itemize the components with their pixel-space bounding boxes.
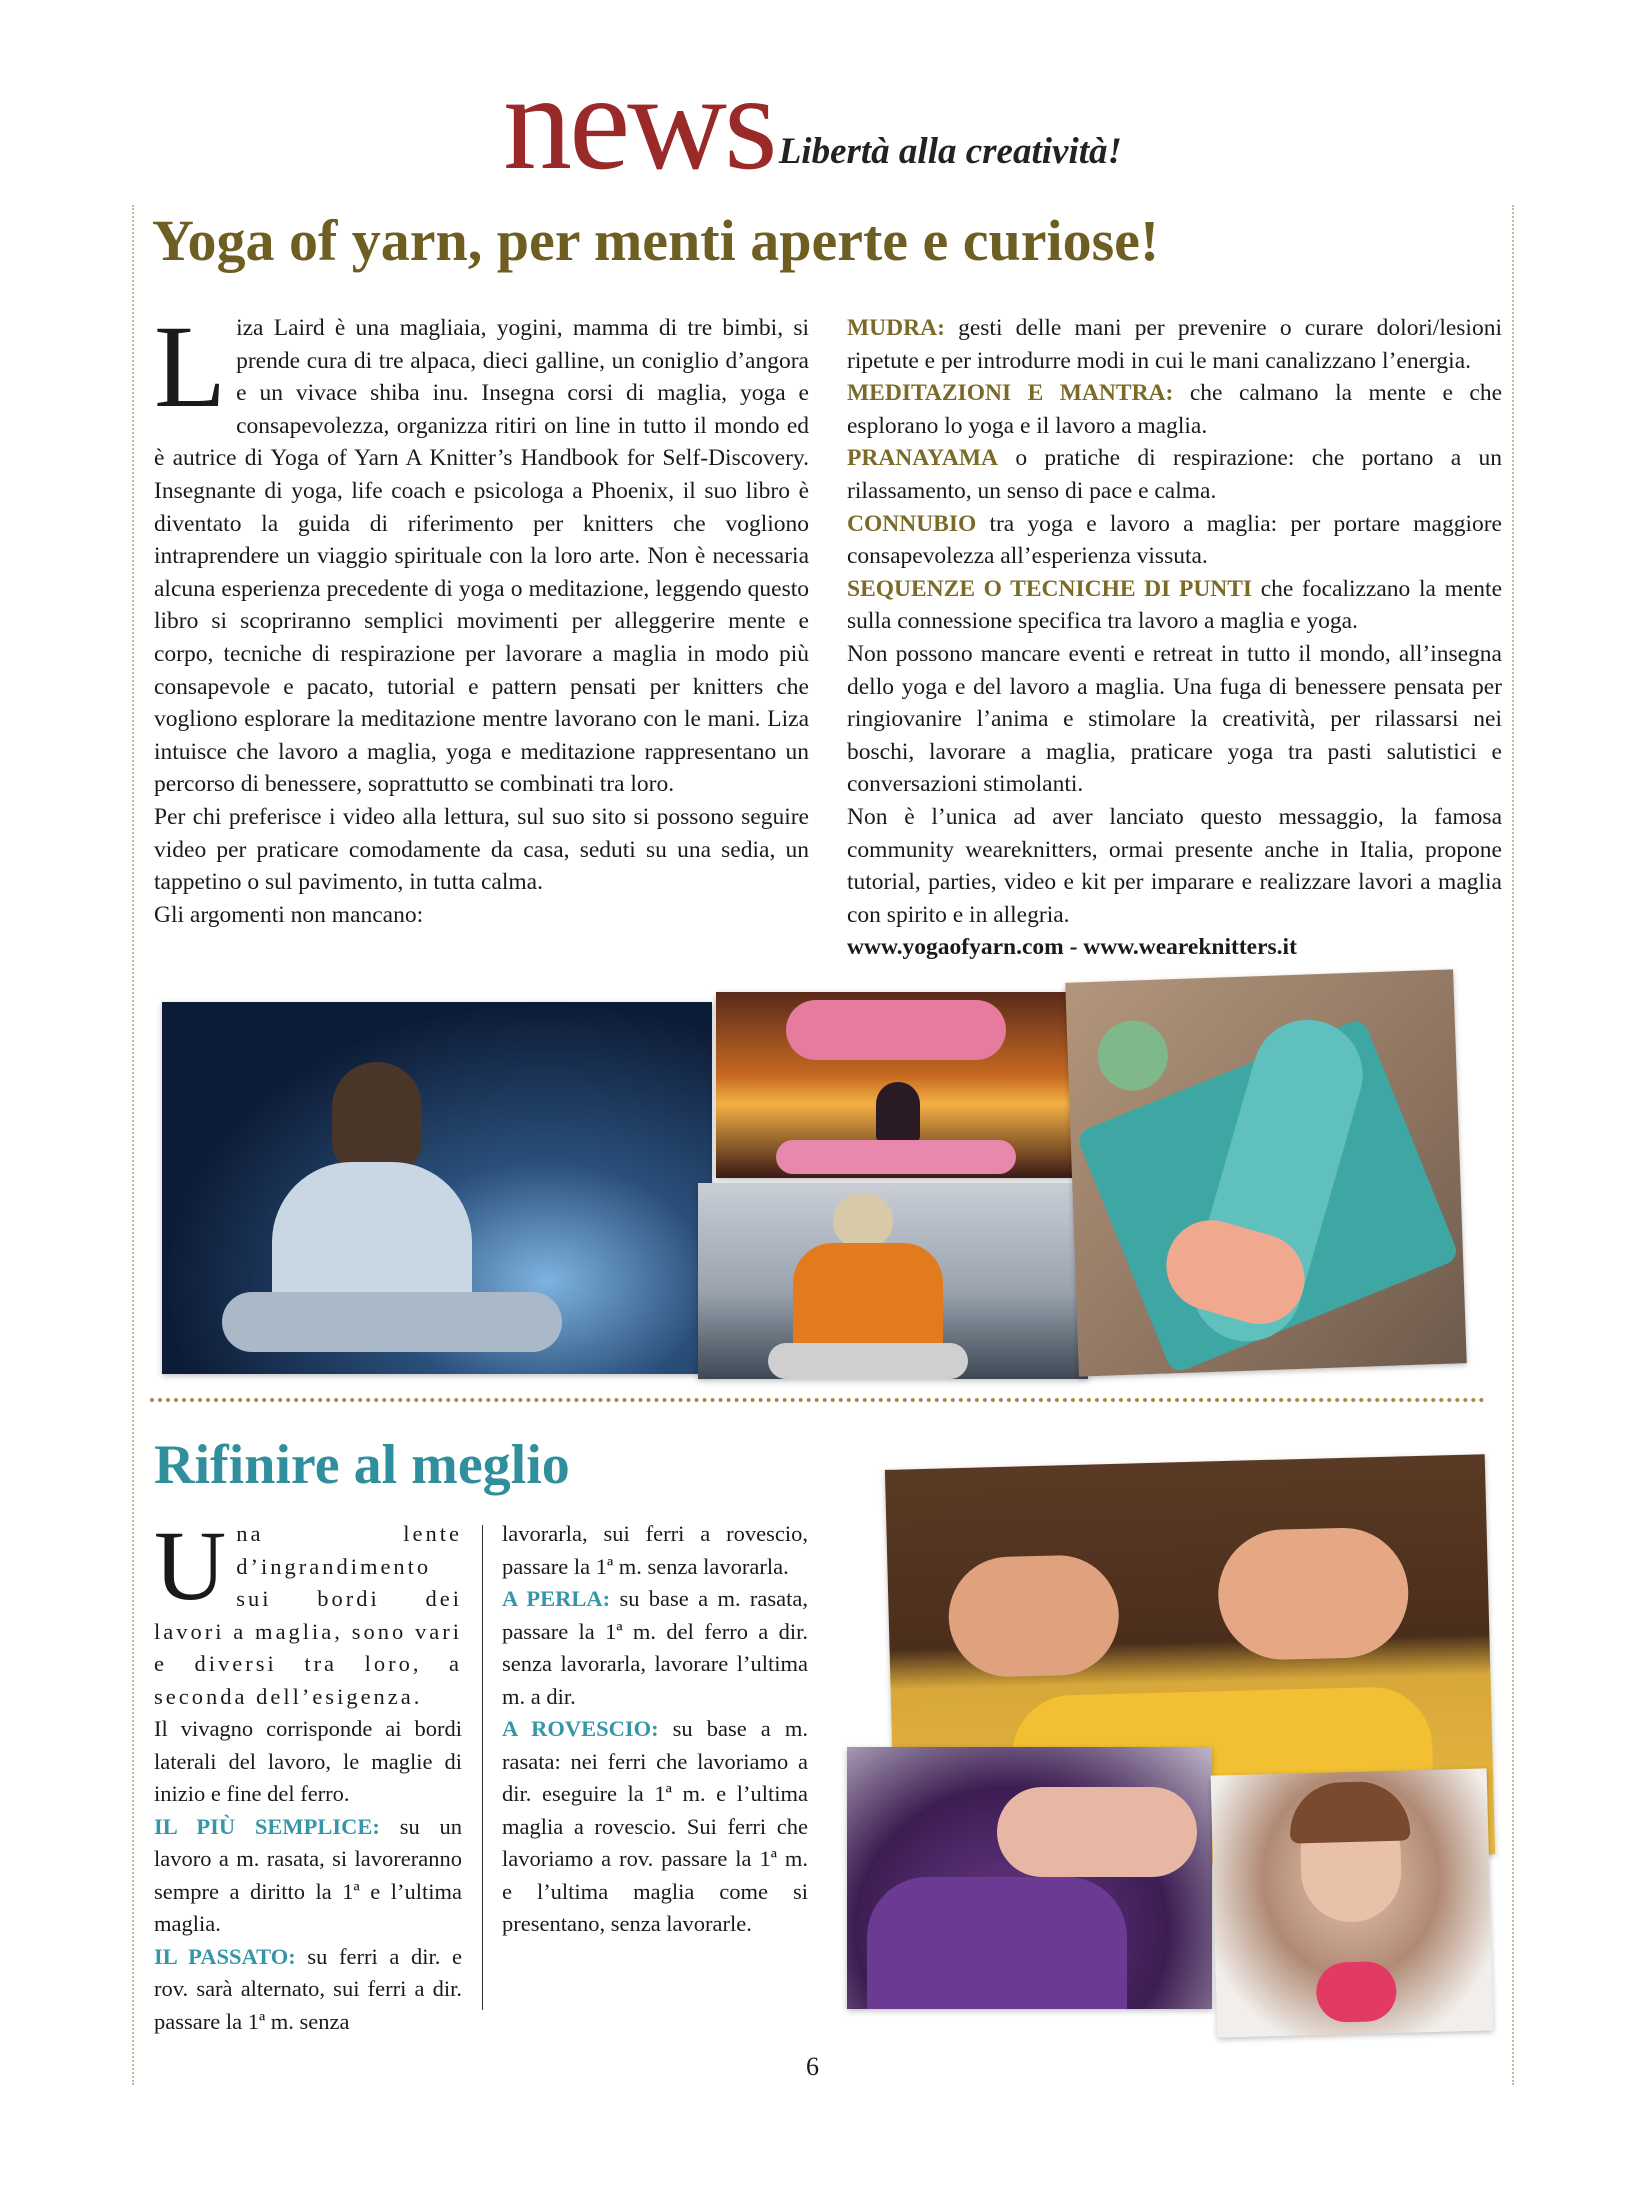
article1-urls: www.yogaofyarn.com - www.weareknitters.it	[847, 934, 1297, 961]
article1-dropcap: L	[154, 301, 227, 432]
article2-column-2	[502, 1518, 808, 1941]
article1-events-paragraph: Non possono mancare eventi e retreat in tutto il mondo, all’insegna dello yoga e del lavoro a maglia. Una fuga di benessere pensata per ringiovanire l’anima e stimolare la creatività, per rilassarsi nei boschi, lavorare a maglia, praticare yoga tra pasti salutistici e conversazioni stimolanti.	[847, 640, 1502, 798]
left-frame-line	[132, 205, 134, 2085]
purple-knitting-closeup-photo	[847, 1747, 1212, 2009]
article1-title: Yoga of yarn, per menti aperte e curiose!	[152, 208, 1160, 273]
edge-il-passato: IL PASSATO: su ferri a dir. e rov. sarà alternato, sui ferri a dir. passare la 1ª m. senza	[154, 1943, 463, 2034]
topic-mudra: MUDRA: gesti delle mani per prevenire o curare dolori/lesioni ripetute e per introdurre modi in cui le mani canalizzano l’energia.	[847, 315, 1502, 374]
article1-column-1	[154, 301, 809, 931]
article1-community-paragraph: Non è l’unica ad aver lanciato questo messaggio, la famosa community weareknitters, ormai presente anche in Italia, propone tutorial, parties, video e kit per imparare e realizzare lavori a maglia con spirito e in allegria.	[847, 803, 1502, 928]
meditating-woman-photo	[162, 1002, 712, 1374]
yoga-mat-knitting-photo	[1065, 969, 1467, 1376]
yarn-cloud-meditation-photo	[716, 992, 1080, 1178]
article2-column-1	[154, 1510, 463, 2038]
column-separator	[482, 1525, 483, 2010]
edge-a-rovescio: A ROVESCIO: su base a m. rasata: nei ferri che lavoriamo a dir. eseguire la 1ª m. e l’ultima maglia a rovescio. Sui ferri che lavoriamo a rov. passare la 1ª m. e l’ultima maglia come si presentano, senza lavorarle.	[502, 1716, 808, 1936]
edge-il-passato-continued: lavorarla, sui ferri a rovescio, passare la 1ª m. senza lavorarla.	[502, 1521, 808, 1579]
topic-sequenze: SEQUENZE O TECNICHE DI PUNTI che focalizzano la mente sulla connessione specifica tra lavoro a maglia e yoga.	[847, 575, 1502, 635]
edge-a-perla: A PERLA: su base a m. rasata, passare la 1ª m. del ferro a dir. senza lavorarla, lavorare l’ultima m. a dir.	[502, 1586, 808, 1709]
article2-intro-paragraph: Una lente d’ingrandimento sui bordi dei lavori a maglia, sono vari e diversi tra loro, a seconda dell’esigenza.	[154, 1510, 462, 1709]
article1-intro-paragraph: Liza Laird è una magliaia, yogini, mamma di tre bimbi, si prende cura di tre alpaca, dieci galline, un coniglio d’angora e un vivace shiba inu. Insegna corsi di maglia, yoga e consapevolezza, organizza ritiri on line in tutto il mondo ed è autrice di Yoga of Yarn A Knitter’s Handbook for Self-Discovery. Insegnante di yoga, life coach e psicologa a Phoenix, il suo libro è diventato la guida di riferimento per knitters che vogliono intraprendere un viaggio spirituale con la loro arte. Non è necessaria alcuna esperienza precedente di yoga o meditazione, leggendo questo libro si scopriranno semplici movimenti per alleggerire mente e corpo, tecniche di respirazione per lavorare a maglia in modo più consapevole e pacato, tutorial e pattern pensati per knitters che vogliono esplorare la meditazione mentre lavorano con le mani. Liza intuisce che lavoro a maglia, yoga e meditazione rappresentano un percorso di benessere, soprattutto se combinati tra loro.	[154, 301, 809, 798]
masthead-tagline: Libertà alla creatività!	[778, 131, 1122, 172]
edge-il-piu-semplice: IL PIÙ SEMPLICE: su un lavoro a m. rasata, si lavoreranno sempre a diritto la 1ª e l’ultima maglia.	[154, 1813, 462, 1936]
article1-topics-lead: Gli argomenti non mancano:	[154, 901, 424, 928]
article1-video-paragraph: Per chi preferisce i video alla lettura, sul suo sito si possono seguire video per praticare comodamente da casa, seduti su una sedia, un tappetino o sul pavimento, in tutta calma.	[154, 803, 809, 896]
article2-title: Rifinire al meglio	[154, 1434, 570, 1496]
article2-vivagno-paragraph: Il vivagno corrisponde ai bordi laterali del lavoro, le maglie di inizio e fine del ferro.	[154, 1716, 462, 1806]
article2-dropcap: U	[154, 1510, 227, 1621]
page-number: 6	[806, 2052, 819, 2081]
topic-meditazioni: MEDITAZIONI E MANTRA: che calmano la mente e che esplorano lo yoga e il lavoro a maglia.	[847, 380, 1502, 439]
brand-logo: news	[503, 45, 775, 198]
topic-pranayama: PRANAYAMA o pratiche di respirazione: che portano a un rilassamento, un senso di pace e calma.	[847, 445, 1502, 504]
girl-with-braids-knitting-photo	[1211, 1768, 1494, 2037]
article1-column-2	[847, 312, 1502, 964]
section-divider	[150, 1398, 1485, 1402]
orange-sweater-city-photo	[698, 1183, 1088, 1379]
topic-connubio: CONNUBIO tra yoga e lavoro a maglia: per portare maggiore consapevolezza all’esperienza vissuta.	[847, 510, 1502, 570]
masthead	[0, 45, 1625, 198]
right-frame-line	[1512, 205, 1514, 2085]
